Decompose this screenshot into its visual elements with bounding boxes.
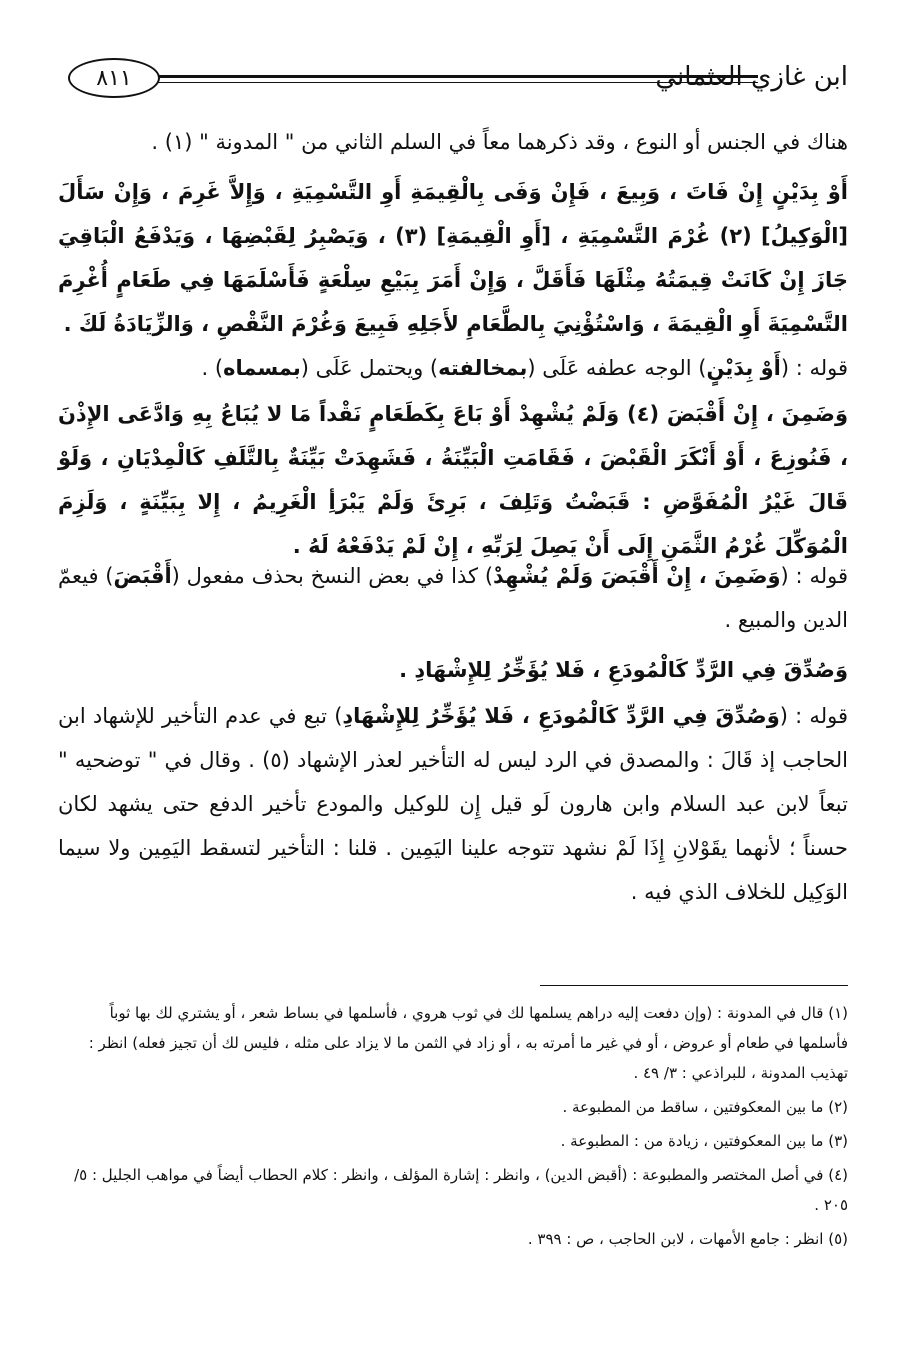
matn-block-1 xyxy=(58,170,848,346)
commentary-3-prefix: قوله : ( xyxy=(779,704,848,728)
intro-paragraph xyxy=(58,120,848,164)
commentary-1-prefix: قوله : ( xyxy=(780,356,848,380)
commentary-1-middle: ) الوجه عطفه عَلَى ( xyxy=(527,356,707,380)
commentary-2-lemma: وَضَمِنَ ، إِنْ أَقْبَضَ وَلَمْ يُشْهِدْ xyxy=(493,564,781,588)
commentary-2 xyxy=(58,554,848,642)
commentary-1-middle2: ) ويحتمل عَلَى ( xyxy=(300,356,439,380)
commentary-2-prefix: قوله : ( xyxy=(780,564,848,588)
header-title: ابن غازي العثماني xyxy=(655,62,848,92)
matn-block-2 xyxy=(58,392,848,568)
footnote-4: (٤) في أصل المختصر والمطبوعة : (أقبض الدين) ، وانظر : إشارة المؤلف ، وانظر : كلام الحطاب أيضاً في مواهب الجليل : ٥/ ٢٠٥ . xyxy=(74,1166,848,1214)
commentary-3-text xyxy=(58,694,848,914)
matn-text-1: أَوْ بِدَيْنٍ إِنْ فَاتَ ، وَبِيعَ ، فَإِنْ وَفَى بِالْقِيمَةِ أَوِ التَّسْمِيَةِ ، وَإِلاَّ غَرِمَ ، وَإِنْ سَأَلَ [الْوَكِيلُ] (٢) غُرْمَ التَّسْمِيَةِ ، [أَوِ الْقِيمَةِ] (٣) ، وَيَصْبِرُ لِقَبْضِهَا ، وَيَدْفَعُ الْبَاقِيَ جَازَ إِنْ كَانَتْ قِيمَتُهُ مِثْلَهَا فَأَقَلَّ ، وَإِنْ أَمَرَ بِبَيْعِ سِلْعَةٍ فَأَسْلَمَهَا فِي طَعَامٍ أُغْرِمَ التَّسْمِيَةَ أَوِ الْقِيمَةَ ، وَاسْتُؤْنِيَ بِالطَّعَامِ لأَجَلِهِ فَبِيعَ وَغُرْمَ النَّقْصِ ، وَالزِّيَادَةُ لَكَ . xyxy=(58,180,849,336)
commentary-1-term1: بمخالفته xyxy=(438,356,528,380)
commentary-3-body: ) تبع في عدم التأخير للإشهاد ابن الحاجب إذ قَالَ : والمصدق في الرد ليس له التأخير لعذر الإشهاد (٥) . وقال في " توضحيه " تبعاً لابن عبد السلام وابن هارون لَو قيل إِن للوكيل والمودع تأخير الدفع حتى يشهد لكان حسناً ؛ لأنهما يقَوْلانِ إِذَا لَمْ نشهد تتوجه علينا اليَمِين . قلنا : التأخير لتسقط اليَمِين ولا سيما الوَكِيل للخلاف الذي فيه . xyxy=(58,704,848,904)
footnotes xyxy=(58,998,848,1258)
commentary-1 xyxy=(58,346,848,390)
footnote-separator xyxy=(540,985,848,986)
commentary-1-lemma: أَوْ بِدَيْنٍ xyxy=(706,356,781,380)
footnote-2: (٢) ما بين المعكوفتين ، ساقط من المطبوعة . xyxy=(562,1098,848,1116)
commentary-2-middle: ) كذا في بعض النسخ بحذف مفعول ( xyxy=(171,564,494,588)
running-header xyxy=(68,58,848,108)
matn-text-3: وَصُدِّقَ فِي الرَّدِّ كَالْمُودَعِ ، فَلا يُؤَخِّرُ لِلإِشْهَادِ . xyxy=(399,658,848,682)
footnote-3: (٣) ما بين المعكوفتين ، زيادة من : المطبوعة . xyxy=(560,1132,848,1150)
commentary-1-term2: بمسماه xyxy=(223,356,301,380)
commentary-3 xyxy=(58,694,848,914)
footnote-5: (٥) انظر : جامع الأمهات ، لابن الحاجب ، ص : ٣٩٩ . xyxy=(527,1230,848,1248)
matn-text-2: وَضَمِنَ ، إِنْ أَقْبَضَ (٤) وَلَمْ يُشْهِدْ أَوْ بَاعَ بِكَطَعَامٍ نَقْداً مَا لا يُبَاعُ بِهِ وَادَّعَى الإِذْنَ ، فَنُوزِعَ ، أَوْ أَنْكَرَ الْقَبْضَ ، فَقَامَتِ الْبَيِّنَةُ ، فَشَهِدَتْ بَيِّنَةٌ بِالتَّلَفِ كَالْمِدْيَانِ ، وَلَوْ قَالَ غَيْرُ الْمُفَوَّضِ : قَبَضْتُ وَتَلِفَ ، بَرِئَ وَلَمْ يَبْرَأِ الْغَرِيمُ ، إِلا بِبَيِّنَةٍ ، وَلَزِمَ الْمُوَكِّلَ غُرْمُ الثَّمَنِ إِلَى أَنْ يَصِلَ لِرَبِّهِ ، إِنْ لَمْ يَدْفَعْهُ لَهُ . xyxy=(58,402,848,558)
commentary-1-text xyxy=(58,346,848,390)
commentary-1-suffix: ) . xyxy=(201,356,224,380)
intro-text: هناك في الجنس أو النوع ، وقد ذكرهما معاً في السلم الثاني من " المدونة " (١) . xyxy=(151,130,848,154)
page-number: ٨١١ xyxy=(68,58,160,98)
commentary-2-text xyxy=(58,554,848,642)
matn-block-3 xyxy=(58,648,848,692)
commentary-3-lemma: وَصُدِّقَ فِي الرَّدِّ كَالْمُودَعِ ، فَلا يُؤَخِّرُ لِلإِشْهَادِ xyxy=(342,704,780,728)
footnote-1: (١) قال في المدونة : (وإن دفعت إليه دراهم يسلمها لك في ثوب هروي ، فأسلمها في بساط شعر ، أو يشتري لك بها ثوباً فأسلمها في طعام أو عروض ، أو في غير ما أمرته به ، أو زاد في الثمن ما لا يزاد على مثله ، فليس لك أن تجيز فعله) انظر : تهذيب المدونة ، للبراذعي : ٣/ ٤٩ . xyxy=(88,1004,848,1082)
commentary-2-term1: أَقْبَضَ xyxy=(113,564,172,588)
commentary-2-suffix: ) فيعمّ الدين والمبيع . xyxy=(58,564,848,632)
